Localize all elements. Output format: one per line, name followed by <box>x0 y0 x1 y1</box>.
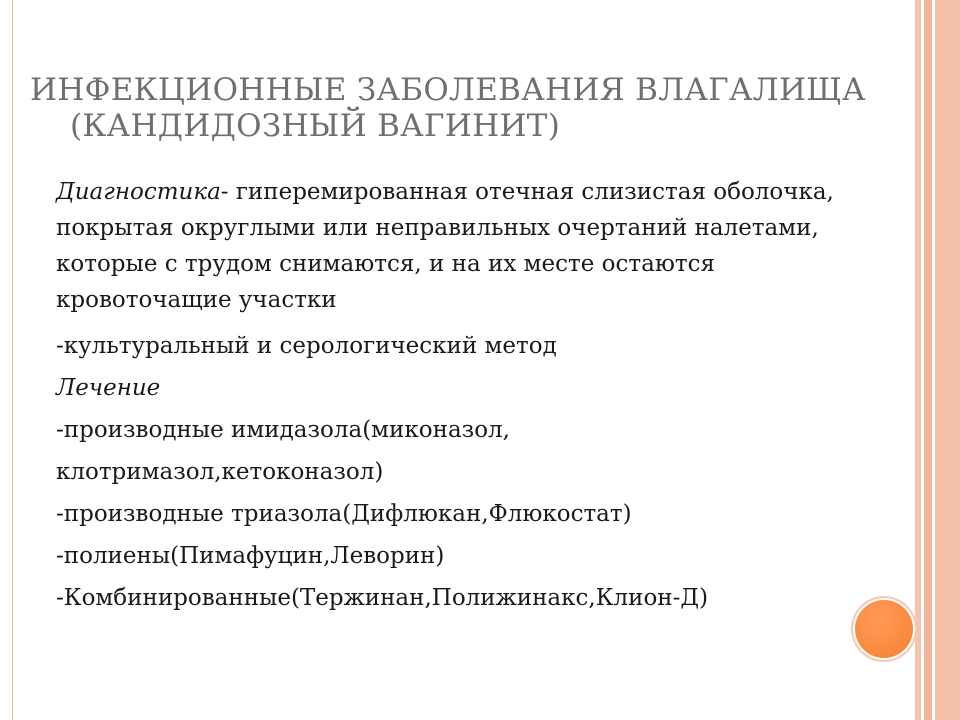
slide-body <box>56 174 846 612</box>
list-item-triazole: -производные триазола(Дифлюкан,Флюкостат) <box>56 501 632 527</box>
diagnostics-paragraph <box>56 174 846 318</box>
list-item-imidazole: -производные имидазола(миконазол, <box>56 417 510 443</box>
stripe-thin <box>915 0 921 720</box>
diagnostics-text: - гиперемированная отечная слизистая оболочка, покрытая округлыми или неправильных очертаний налетами, которые с трудом снимаются, и на их месте остаются кровоточащие участки <box>56 179 834 313</box>
slide-border-line <box>12 0 13 720</box>
treatment-heading: Лечение <box>56 375 161 401</box>
list-item-imidazole-cont: клотримазол,кетоконазол) <box>56 459 384 485</box>
slide-title <box>30 72 910 144</box>
stripe-wide <box>935 0 960 720</box>
diagnostics-heading: Диагностика <box>56 179 221 205</box>
title-line-1: ИНФЕКЦИОННЫЕ ЗАБОЛЕВАНИЯ ВЛАГАЛИЩА <box>30 72 866 108</box>
list-item-combined: -Комбинированные(Тержинан,Полижинакс,Клион-Д) <box>56 585 709 611</box>
list-item-method: -культуральный и серологический метод <box>56 333 557 359</box>
decorative-side-stripes <box>915 0 960 720</box>
list-item-polyenes: -полиены(Пимафуцин,Леворин) <box>56 543 445 569</box>
decorative-orange-circle <box>855 600 913 658</box>
title-line-2: (КАНДИДОЗНЫЙ ВАГИНИТ) <box>70 108 561 144</box>
stripe-medium <box>924 0 932 720</box>
